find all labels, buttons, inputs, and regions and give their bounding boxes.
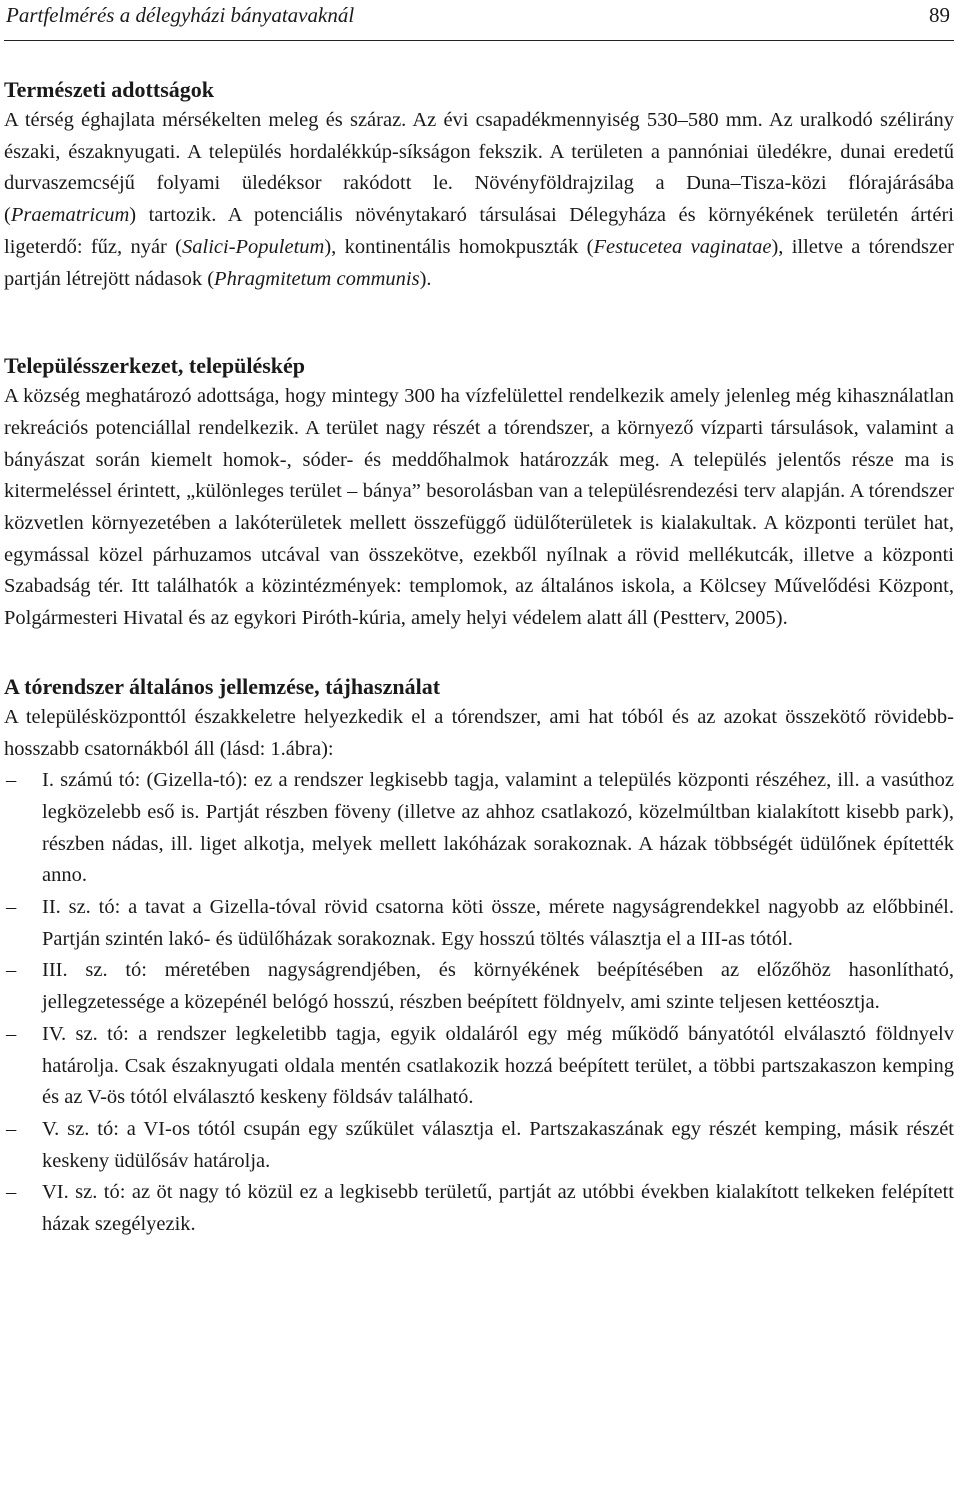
section-paragraph: A község meghatározó adottsága, hogy mintegy 300 ha vízfelülettel rendelkezik amely jelenleg még kihasználatlan rekreációs potenciállal rendelkezik. A terület nagy részét a tórendszer, a környező vízparti társulások, valamint a bányászat során kiemelt homok-, sóder- és meddőhalmok határozzák meg. A település jelentős része ma is kitermeléssel érintett, „különleges terület – bánya” besorolásban van a településrendezési terv alapján. A tórendszer közvetlen környezetében a lakóterületek mellett összefüggő üdülőterületek is kialakultak. A központi terület hat, egymással közel párhuzamos utcával van összekötve, ezekből nyílnak a rövid mellékutcák, illetve a központi Szabadság tér. Itt találhatók a közintézmények: templomok, az általános iskola, a Kölcsey Művelődési Központ, Polgármesteri Hivatal és az egykori Piróth-kúria, amely helyi védelem alatt áll (Pestterv, 2005). bbox=[4, 385, 954, 630]
list-item: – V. sz. tó: a VI-os tótól csupán egy szűkület választja el. Partszakaszának egy részét kemping, másik részét keskeny üdülősáv határolja. bbox=[4, 1114, 954, 1177]
list-item: – III. sz. tó: méretében nagyságrendjében, és környékének beépítésében az előzőhöz hasonlítható, jellegzetessége a közepénél belógó hosszú, részben beépített földnyelv, ami szinte teljesen kettéosztja. bbox=[4, 955, 954, 1018]
section-settlement-structure bbox=[4, 350, 954, 635]
running-head bbox=[4, 0, 954, 41]
list-item: – VI. sz. tó: az öt nagy tó közül ez a legkisebb területű, partját az utóbbi években kialakított telkeken felépített házak szegélyezik. bbox=[4, 1177, 954, 1240]
section-paragraph: A településközponttól északkeletre helyezkedik el a tórendszer, ami hat tóból és az azokat összekötő rövidebb-hosszabb csatornákból áll (lásd: 1.ábra): bbox=[4, 705, 954, 760]
section-natural-conditions bbox=[4, 74, 954, 295]
list-item: – II. sz. tó: a tavat a Gizella-tóval rövid csatorna köti össze, mérete nagyságrendekkel nagyobb az előbbinél. Partján szintén lakó- és üdülőházak sorakoznak. Egy hosszú töltés választja el a III-as tótól. bbox=[4, 892, 954, 955]
section-heading: A tórendszer általános jellemzése, tájhasználat bbox=[4, 673, 441, 699]
section-paragraph: A térség éghajlata mérsékelten meleg és száraz. Az évi csapadékmennyiség 530–580 mm. Az uralkodó szélirány északi, északnyugati. A település hordalékkúp-síkságon fekszik. A területen a pannóniai üledékre, dunai eredetű durvaszemcséjű folyami üledéksor rakódott le. Növényföldrajzilag a Duna–Tisza-közi flórajárásába (Praematricum) tartozik. A potenciális növénytakaró társulásai Délegyháza és környékének területén ártéri ligeterdő: fűz, nyár (Salici-Populetum), kontinentális homokpuszták (Festucetea vaginatae), illetve a tórendszer partján létrejött nádasok (Phragmitetum communis). bbox=[4, 109, 955, 290]
lake-list bbox=[4, 765, 954, 1241]
list-item: – I. számú tó: (Gizella-tó): ez a rendszer legkisebb tagja, valamint a település központi részéhez, ill. a vasúthoz legközelebb eső is. Partját részben föveny (illetve az ahhoz csatlakozó, közelmúltban kialakított kisebb park), részben nádas, ill. liget alkotja, melyek mellett lakóházak sorakoznak. A házak többségét üdülőnek építették anno. bbox=[4, 765, 954, 892]
page-number: 89 bbox=[929, 3, 950, 27]
section-heading: Településszerkezet, településkép bbox=[4, 353, 306, 379]
list-item: – IV. sz. tó: a rendszer legkeletibb tagja, egyik oldaláról egy még működő bányatótól elválasztó földnyelv határolja. Csak északnyugati oldala mentén csatlakozik hozzá beépített terület, a többi partszakaszon kemping és az V-ös tótól elválasztó keskeny földsáv található. bbox=[4, 1019, 954, 1114]
section-lake-system bbox=[4, 671, 954, 1241]
section-heading: Természeti adottságok bbox=[4, 77, 214, 102]
running-head-title: Partfelmérés a délegyházi bányatavaknál bbox=[6, 3, 355, 27]
